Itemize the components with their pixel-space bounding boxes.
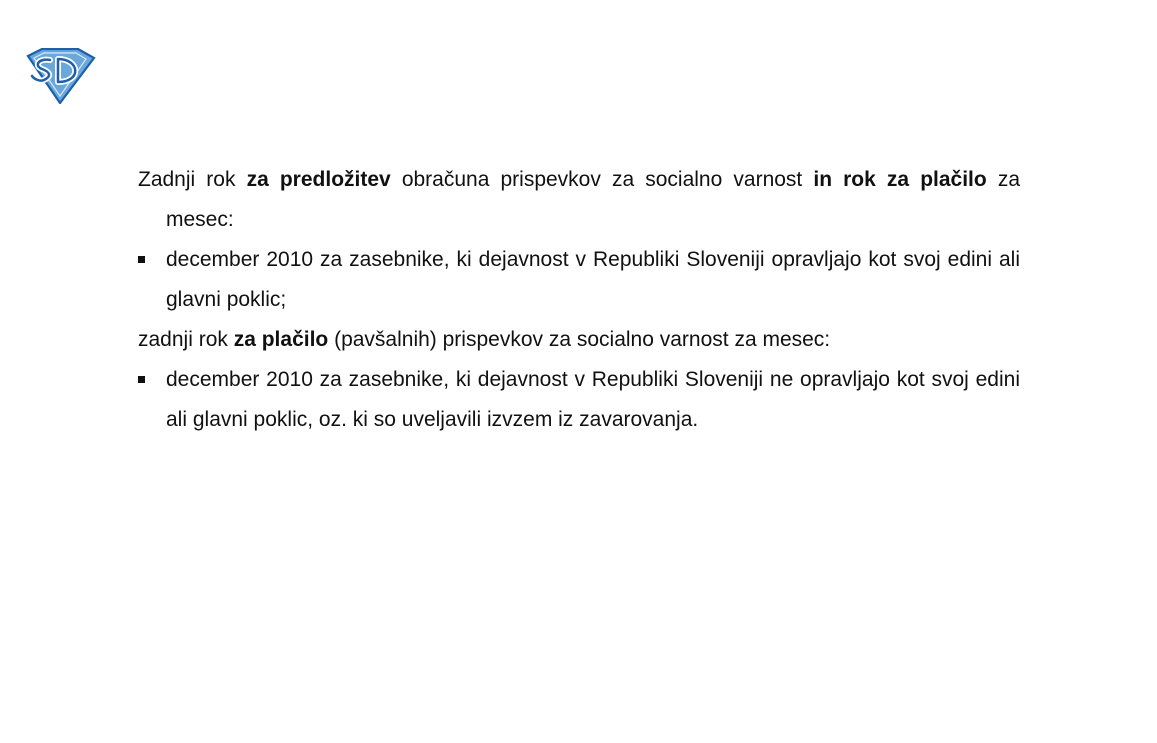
bold-segment: za predložitev bbox=[246, 168, 391, 191]
list-item-text: december 2010 za zasebnike, ki dejavnost v Republiki Sloveniji opravljajo kot svoj edini ali glavni poklic; bbox=[166, 248, 1020, 311]
shield-diamond-logo-icon bbox=[22, 48, 96, 104]
list-item-text: december 2010 za zasebnike, ki dejavnost v Republiki Sloveniji ne opravljajo kot svoj edini ali glavni poklic, oz. ki so uveljavili izvzem iz zavarovanja. bbox=[166, 368, 1020, 431]
list-item bbox=[138, 240, 1020, 320]
bold-segment: za plačilo bbox=[233, 328, 329, 351]
text-segment: Zadnji rok bbox=[138, 168, 247, 191]
paragraph-deadline-submission bbox=[138, 160, 1020, 240]
list-item bbox=[138, 360, 1020, 440]
document-body bbox=[138, 160, 1020, 440]
text-segment: zadnji rok bbox=[138, 328, 234, 351]
square-bullet-icon bbox=[138, 376, 145, 383]
text-segment: za mesec: bbox=[166, 168, 1020, 231]
text-segment: (pavšalnih) prispevkov za socialno varnost za mesec: bbox=[328, 328, 831, 351]
bold-segment: in rok za plačilo bbox=[813, 168, 987, 191]
paragraph-deadline-payment bbox=[138, 320, 1020, 360]
square-bullet-icon bbox=[138, 256, 145, 263]
text-segment: obračuna prispevkov za socialno varnost bbox=[390, 168, 814, 191]
